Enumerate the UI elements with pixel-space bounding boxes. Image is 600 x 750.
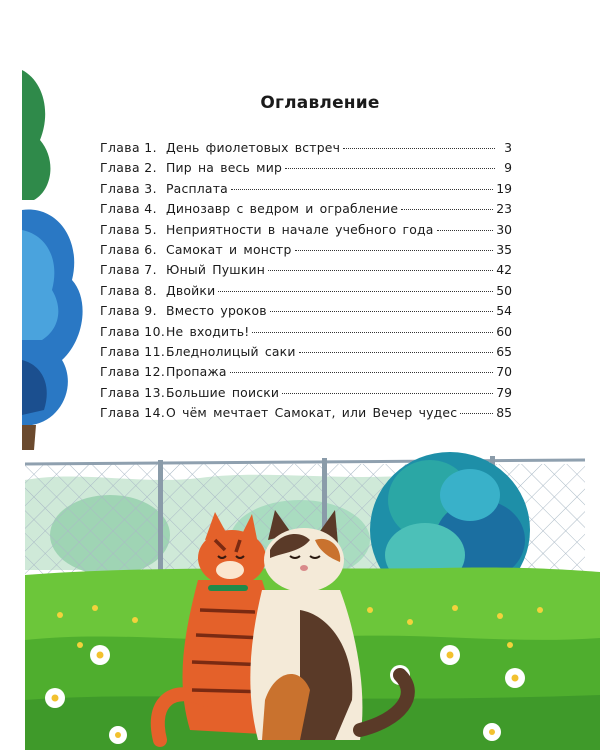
toc-leader-dots [401,209,493,210]
toc-chapter-title: Динозавр с ведром и ограбление [166,201,399,217]
toc-page-number: 35 [496,241,512,257]
toc-chapter-number: Глава 7. [100,262,157,278]
toc-leader-dots [231,189,493,190]
tree-foliage-top [22,70,50,200]
toc-chapter-title: Самокат и монстр [166,241,292,257]
toc-chapter-title: День фиолетовых встреч [166,140,341,155]
toc-page-number: 54 [496,303,512,319]
toc-heading: Оглавление [260,93,380,113]
toc-page-number: 23 [496,201,512,217]
toc-chapter-title: Не входить! [166,323,250,339]
toc-entry-11[interactable] [100,342,512,362]
toc-entry-3[interactable] [100,179,512,199]
toc-leader-dots [299,352,494,353]
toc-chapter-title: Бледнолицый саки [166,343,296,359]
toc-entry-6[interactable] [100,240,512,260]
daisy [440,645,460,665]
toc-chapter-number: Глава 1. [100,140,157,155]
daisy [90,645,110,665]
toc-entry-14[interactable] [100,403,512,423]
toc-entry-4[interactable] [100,199,512,219]
toc-chapter-number: Глава 3. [100,180,157,196]
toc-leader-dots [218,291,493,292]
toc-entry-13[interactable] [100,383,512,403]
toc-page-number: 3 [504,140,512,155]
toc-page-number: 60 [496,323,512,339]
toc-page-number: 79 [496,384,512,400]
toc-page-number: 30 [496,221,512,237]
toc-page-number: 65 [496,343,512,359]
toc-chapter-title: Пропажа [166,364,227,380]
toc-page-number: 85 [496,405,512,421]
toc-chapter-number: Глава 12. [100,364,166,380]
toc-entry-9[interactable] [100,301,512,321]
toc-chapter-number: Глава 10. [100,323,166,339]
toc-chapter-title: Вместо уроков [166,303,267,319]
toc-chapter-number: Глава 11. [100,343,166,359]
toc-chapter-title: Юный Пушкин [166,262,266,278]
toc-entry-8[interactable] [100,281,512,301]
toc-leader-dots [270,311,493,312]
toc-chapter-number: Глава 2. [100,160,157,176]
daisy [45,688,65,708]
toc-leader-dots [230,372,494,373]
toc-chapter-number: Глава 13. [100,384,166,400]
toc-chapter-title: Большие поиски [166,384,280,400]
daisy [483,723,501,741]
table-of-contents [100,138,512,423]
toc-chapter-number: Глава 9. [100,303,157,319]
toc-leader-dots [295,250,494,251]
toc-entry-5[interactable] [100,220,512,240]
toc-leader-dots [252,332,493,333]
toc-leader-dots [268,270,493,271]
toc-chapter-number: Глава 14. [100,405,166,421]
toc-chapter-title: Пир на весь мир [166,160,283,176]
toc-leader-dots [285,168,495,169]
toc-chapter-number: Глава 5. [100,221,157,237]
toc-chapter-number: Глава 8. [100,282,157,298]
toc-leader-dots [282,393,493,394]
toc-leader-dots [437,230,494,231]
toc-chapter-title: Расплата [166,180,228,196]
toc-chapter-number: Глава 4. [100,201,157,217]
toc-leader-dots [460,413,493,414]
toc-page-number: 50 [496,282,512,298]
toc-page-number: 19 [496,180,512,196]
toc-chapter-number: Глава 6. [100,241,157,257]
toc-entry-2[interactable] [100,158,512,178]
toc-chapter-title: О чём мечтает Самокат, или Вечер чудес [166,405,458,421]
toc-chapter-title: Неприятности в начале учебного года [166,221,434,237]
cats-meadow-illustration [0,440,600,750]
toc-entry-10[interactable] [100,322,512,342]
toc-page-number: 42 [496,262,512,278]
fence-top-rail [25,460,585,464]
toc-page-number: 9 [504,160,512,176]
toc-entry-1[interactable] [100,138,512,158]
daisy [505,668,525,688]
toc-entry-7[interactable] [100,260,512,280]
toc-entry-12[interactable] [100,362,512,382]
daisy [109,726,127,744]
toc-page-number: 70 [496,364,512,380]
toc-leader-dots [343,148,495,149]
toc-chapter-title: Двойки [166,282,216,298]
